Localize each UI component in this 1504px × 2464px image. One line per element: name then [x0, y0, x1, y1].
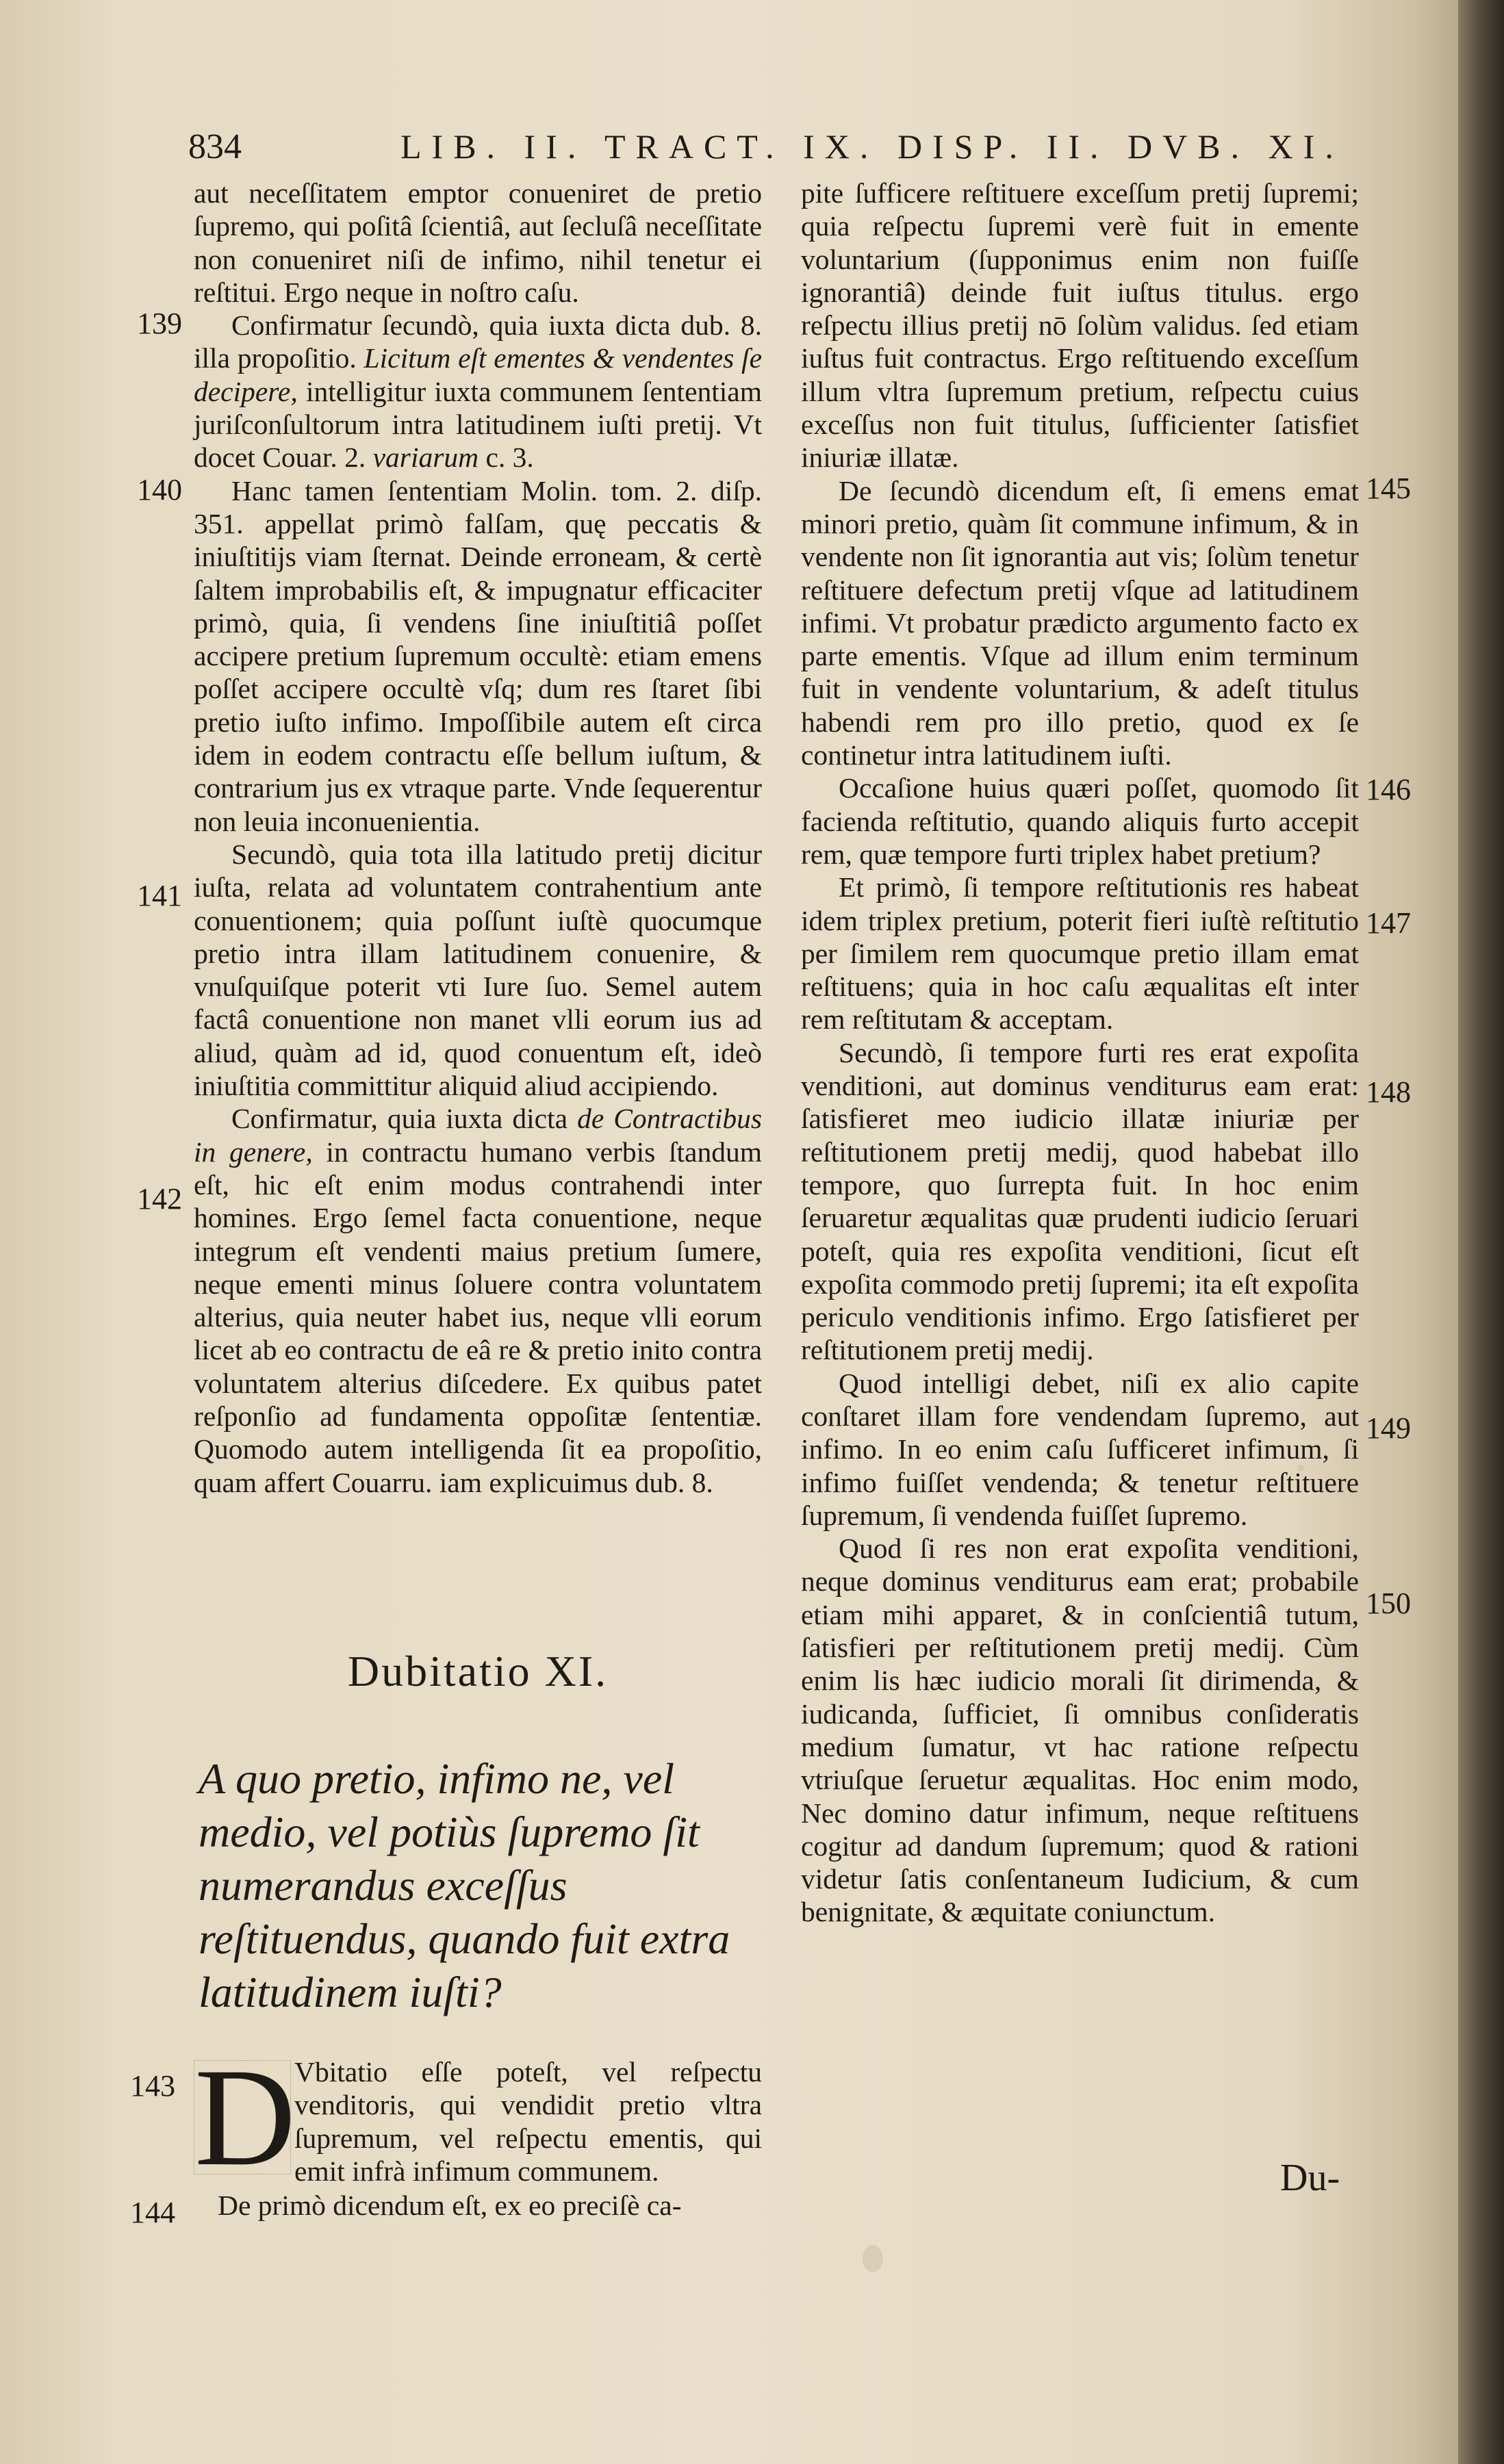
margin-number-147: 147 [1366, 906, 1411, 940]
margin-number-143: 143 [130, 2069, 175, 2103]
margin-number-141: 141 [137, 879, 182, 912]
ink-spot [863, 2245, 883, 2272]
paragraph-144: De primò dicendum eſt, ex eo preciſè ca- [218, 2190, 682, 2221]
page-edge-shadow [1458, 0, 1504, 2464]
right-column [801, 177, 1359, 1929]
margin-number-142: 142 [137, 1182, 182, 1216]
margin-number-140: 140 [137, 473, 182, 506]
paragraph-142: Confirmatur, quia iuxta dicta de Contractibus in genere, in contractu humano verbis ſtandum eſt, hic eſt enim modus contrahendi inter homines. Ergo ſemel facta conuentione, neque integrum eſt vendenti maius pretium ſumere, neque ementi minus ſoluere contra voluntatem alterius, quia neuter habet ius, neque vlli eorum licet ab eo contractu de eâ re & pretio inito contra voluntatem alterius diſcedere. Ex quibus patet reſponſio ad fundamenta oppoſitæ ſententiæ. Quomodo autem intelligenda ſit ea propoſitio, quam affert Couarru. iam explicuimus dub. 8. [194, 1103, 762, 1498]
left-column [194, 177, 762, 1499]
paragraph-148: Secundò, ſi tempore furti res erat expoſita venditioni, aut dominus venditurus eam erat: ſatisfieret meo iudicio illatæ iniuriæ per reſtitutionem pretij medij, quod habebat illo tempore, quo ſurrepta fuit. In hoc enim ſeruaretur æqualitas quæ prudenti iudicio ſeruari poteſt, quia res expoſita venditioni, ſicut eſt expoſita commodo pretij ſupremi; ita eſt expoſita periculo venditionis infimo. Ergo ſatisfieret per reſtitutionem pretij medij. [801, 1036, 1359, 1366]
section-heading: Dubitatio XI. [347, 1647, 609, 1695]
section-question: A quo pretio, infimo ne, vel medio, vel potiùs ſupremo ſit numerandus exceſſus reſtituendus, quando fuit extra latitudinem iuſti? [199, 1754, 730, 2016]
paragraph-143: Vbitatio eſſe poteſt, vel reſpectu venditoris, qui vendidit pretio vltra ſupremum, vel reſpectu ementis, qui emit infrà infimum communem. [294, 2056, 762, 2187]
paragraph-145: De ſecundò dicendum eſt, ſi emens emat minori pretio, quàm ſit commune infimum, & in vendente non ſit ignorantia aut vis; ſolùm tenetur reſtituere defectum pretij vſque ad latitudinem infimi. Vt probatur prædicto argumento facto ex parte ementis. Vſque ad illum enim terminum fuit in vendente voluntarium, & adeſt titulus habendi rem pro illo pretio, quod ex ſe continetur intra latitudinem iuſti. [801, 474, 1359, 771]
page-header [188, 127, 1366, 175]
paragraph-continued: aut neceſſitatem emptor conueniret de pretio ſupremo, qui poſitâ ſcientiâ, aut ſecluſâ neceſſitate non conueniret niſi de infimo, nihil tenetur ei reſtitui. Ergo neque in noſtro caſu. [194, 177, 762, 308]
margin-number-150: 150 [1366, 1587, 1411, 1620]
paragraph-140: Hanc tamen ſententiam Molin. tom. 2. diſp. 351. appellat primò falſam, quę peccatis & iniuſtitijs viam ſternat. Deinde erroneam, & certè ſaltem improbabilis eſt, & impugnatur efficaciter primò, quia, ſi vendens ſine iniuſtitiâ poſſet accipere pretium ſupremum occultè: etiam emens poſſet accipere occultè vſq; dum res ſtaret ſibi pretio iuſto infimo. Impoſſibile autem eſt circa idem in eodem contractu eſſe bellum iuſtum, & contrarium jus ex vtraque parte. Vnde ſequerentur non leuia inconuenientia. [194, 474, 762, 837]
paragraph-141: Secundò, quia tota illa latitudo pretij dicitur iuſta, relata ad voluntatem contrahentium ante conuentionem; quia poſſunt iuſtè quocumque pretio intra illam latitudinem conuenire, & vnuſquiſque poterit vti Iure ſuo. Semel autem factâ conuentione non manet vlli eorum ius ad aliud, quàm ad id, quod conuentum eſt, ideò iniuſtitia committitur aliquid aliud accipiendo. [194, 838, 762, 1102]
paragraph-147: Et primò, ſi tempore reſtitutionis res habeat idem triplex pretium, poterit fieri iuſtè reſtitutio per ſimilem rem quocumque pretio illam emat reſtituens; quia in hoc caſu æqualitas eſt inter rem reſtitutam & acceptam. [801, 871, 1359, 1036]
paragraph-150: Quod ſi res non erat expoſita venditioni, neque dominus venditurus eam erat; probabile etiam mihi apparet, & in conſcientiâ tutum, ſatisfieri per reſtitutionem pretij medij. Cùm enim lis hæc iudicio morali ſit dirimenda, & iudicanda, ſufficiet, ſi omnibus conſideratis medium ſumatur, vt hac ratione reſpectu vtriuſque ſeruetur æqualitas. Hoc enim modo, Nec domino datur infimum, neque reſtituens cogitur ad dandum ſupremum; quod & rationi videtur ſatis conſentaneum Iudicium, & cum benignitate, & æquitate coniunctum. [801, 1532, 1359, 1928]
margin-number-149: 149 [1366, 1411, 1411, 1445]
margin-number-144: 144 [130, 2196, 175, 2229]
paragraph-139: Confirmatur ſecundò, quia iuxta dicta dub. 8. illa propoſitio. Licitum eſt ementes & vendentes ſe decipere, intelligitur iuxta communem ſententiam juriſconſultorum intra latitudinem iuſti pretij. Vt docet Couar. 2. variarum c. 3. [194, 309, 762, 474]
paragraph-149: Quod intelligi debet, niſi ex alio capite conſtaret illam fore vendendam ſupremo, aut infimo. In eo enim caſu ſufficeret infimum, ſi infimo fuiſſet vendenda; & tenetur reſtituere ſupremum, ſi vendenda fuiſſet ſupremo. [801, 1367, 1359, 1531]
margin-number-139: 139 [137, 307, 182, 340]
margin-number-146: 146 [1366, 773, 1411, 806]
running-title: LIB. II. TRACT. IX. DISP. II. DVB. XI. [400, 127, 1344, 166]
catchword: Du- [1280, 2157, 1340, 2199]
margin-number-148: 148 [1366, 1075, 1411, 1109]
page-number: 834 [188, 127, 242, 166]
paragraph-continued-right: pite ſufficere reſtituere exceſſum pretij ſupremi; quia reſpectu ſupremi verè fuit in emente voluntarium (ſupponimus enim non fuiſſe ignorantiâ) deinde fuit iuſtus titulus. ergo reſpectu illius pretij nō ſolùm validus. ſed etiam iuſtus fuit contractus. Ergo reſtituendo exceſſum illum vltra ſupremum pretium, reſpectu cuius exceſſus non fuit titulus, ſufficienter ſatisfiet iniuriæ illatæ. [801, 177, 1359, 474]
paragraph-146: Occaſione huius quæri poſſet, quomodo ſit facienda reſtitutio, quando aliquis furto accepit rem, quæ tempore furti triplex habet pretium? [801, 772, 1359, 870]
margin-number-145: 145 [1366, 472, 1411, 505]
drop-cap: D [194, 2040, 296, 2195]
